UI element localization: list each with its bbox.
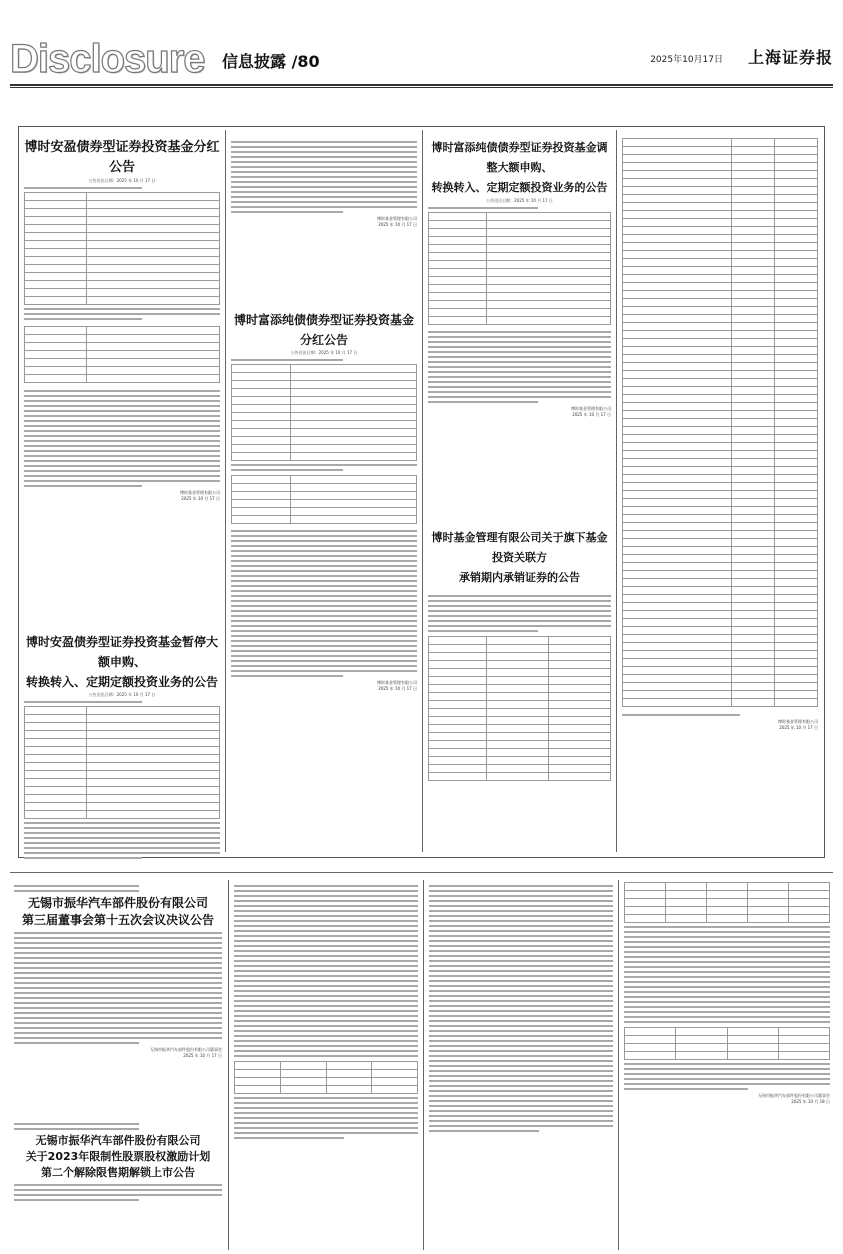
- article-continuation: [231, 138, 417, 228]
- article-date: 公告送出日期：2025 年 10 月 17 日: [290, 350, 358, 355]
- article-sign-date: 2025 年 10 月 17 日: [572, 412, 611, 417]
- column-divider: [616, 130, 617, 852]
- header-rule-thin: [10, 87, 833, 88]
- article-title: 第三届董事会第十五次会议决议公告: [21, 913, 214, 927]
- article-title: 无锡市振华汽车部件股份有限公司: [27, 896, 208, 910]
- article-sign-date: 2025 年 10 月 18 日: [791, 1099, 830, 1104]
- article-zhenhua-board: [14, 882, 222, 1059]
- underwriting-table: [428, 636, 611, 781]
- article-signature: 博时基金管理有限公司: [377, 216, 417, 221]
- article-title: 博时富添纯债债券型证券投资基金调整大额申购、: [431, 141, 608, 174]
- article-signature: 无锡市振华汽车部件股份有限公司董事会: [150, 1047, 222, 1052]
- article-signature: 无锡市振华汽车部件股份有限公司董事会: [758, 1093, 830, 1098]
- newspaper-name: 上海证券报: [747, 48, 833, 67]
- article-title: 转换转入、定期定额投资业务的公告: [431, 181, 608, 194]
- article-title: 无锡市振华汽车部件股份有限公司: [35, 1134, 201, 1147]
- article-date: 公告送出日期：2025 年 10 月 17 日: [88, 178, 156, 183]
- masthead: [10, 37, 833, 81]
- article-sign-date: 2025 年 10 月 17 日: [378, 686, 417, 691]
- article-signature: 博时基金管理有限公司: [571, 406, 611, 411]
- shares-table: [624, 882, 830, 923]
- article-title: 博时安盈债券型证券投资基金分红公告: [24, 140, 220, 175]
- article-title: 承销期内承销证券的公告: [459, 571, 580, 584]
- article-sign-date: 2025 年 10 月 17 日: [779, 725, 818, 730]
- adjust-table: [428, 212, 611, 325]
- article-anying-dividend: [24, 138, 220, 502]
- article-related-underwriting: [428, 528, 611, 781]
- continued-table-column: [622, 138, 818, 731]
- dividend-table: [24, 326, 220, 383]
- header-rule: [10, 84, 833, 86]
- article-signature: 博时基金管理有限公司: [377, 680, 417, 685]
- article-anying-suspend: [24, 632, 220, 862]
- disclosure-logo: Disclosure: [10, 37, 205, 81]
- unlock-table: [234, 1061, 418, 1094]
- article-title: 转换转入、定期定额投资业务的公告: [25, 675, 218, 689]
- article-zhenhua-unlock: [14, 1120, 222, 1204]
- fund-info-table: [24, 192, 220, 305]
- article-futian-adjust: [428, 138, 611, 418]
- continued-table: [622, 138, 818, 707]
- lower-text-column-4: [624, 882, 830, 1105]
- dividend-table: [231, 475, 417, 524]
- article-date: 公告送出日期：2025 年 10 月 17 日: [88, 692, 156, 697]
- article-futian-dividend: [231, 310, 417, 692]
- section-divider: [10, 872, 833, 873]
- article-sign-date: 2025 年 10 月 17 日: [378, 222, 417, 227]
- article-sign-date: 2025 年 10 月 17 日: [183, 1053, 222, 1058]
- article-signature: 博时基金管理有限公司: [778, 719, 818, 724]
- article-title: 博时安盈债券型证券投资基金暂停大额申购、: [25, 635, 218, 669]
- lower-text-column-3: [429, 882, 613, 1135]
- article-signature: 博时基金管理有限公司: [180, 490, 220, 495]
- article-date: 公告送出日期：2025 年 10 月 17 日: [486, 198, 553, 203]
- section-title: 信息披露 /80: [222, 52, 320, 71]
- issue-date: 2025年10月17日: [650, 55, 723, 65]
- article-sign-date: 2025 年 10 月 17 日: [181, 496, 220, 501]
- column-divider: [225, 130, 226, 852]
- suspend-table: [24, 706, 220, 819]
- article-title: 博时基金管理有限公司关于旗下基金投资关联方: [431, 531, 608, 564]
- article-title: 第二个解除限售期解锁上市公告: [41, 1166, 195, 1179]
- column-divider: [422, 130, 423, 852]
- article-title: 博时富添纯债债券型证券投资基金分红公告: [233, 313, 414, 347]
- lower-text-column-2: [234, 882, 418, 1142]
- article-title: 关于2023年限制性股票股权激励计划: [25, 1150, 211, 1163]
- share-structure-table: [624, 1027, 830, 1060]
- fund-info-table: [231, 364, 417, 461]
